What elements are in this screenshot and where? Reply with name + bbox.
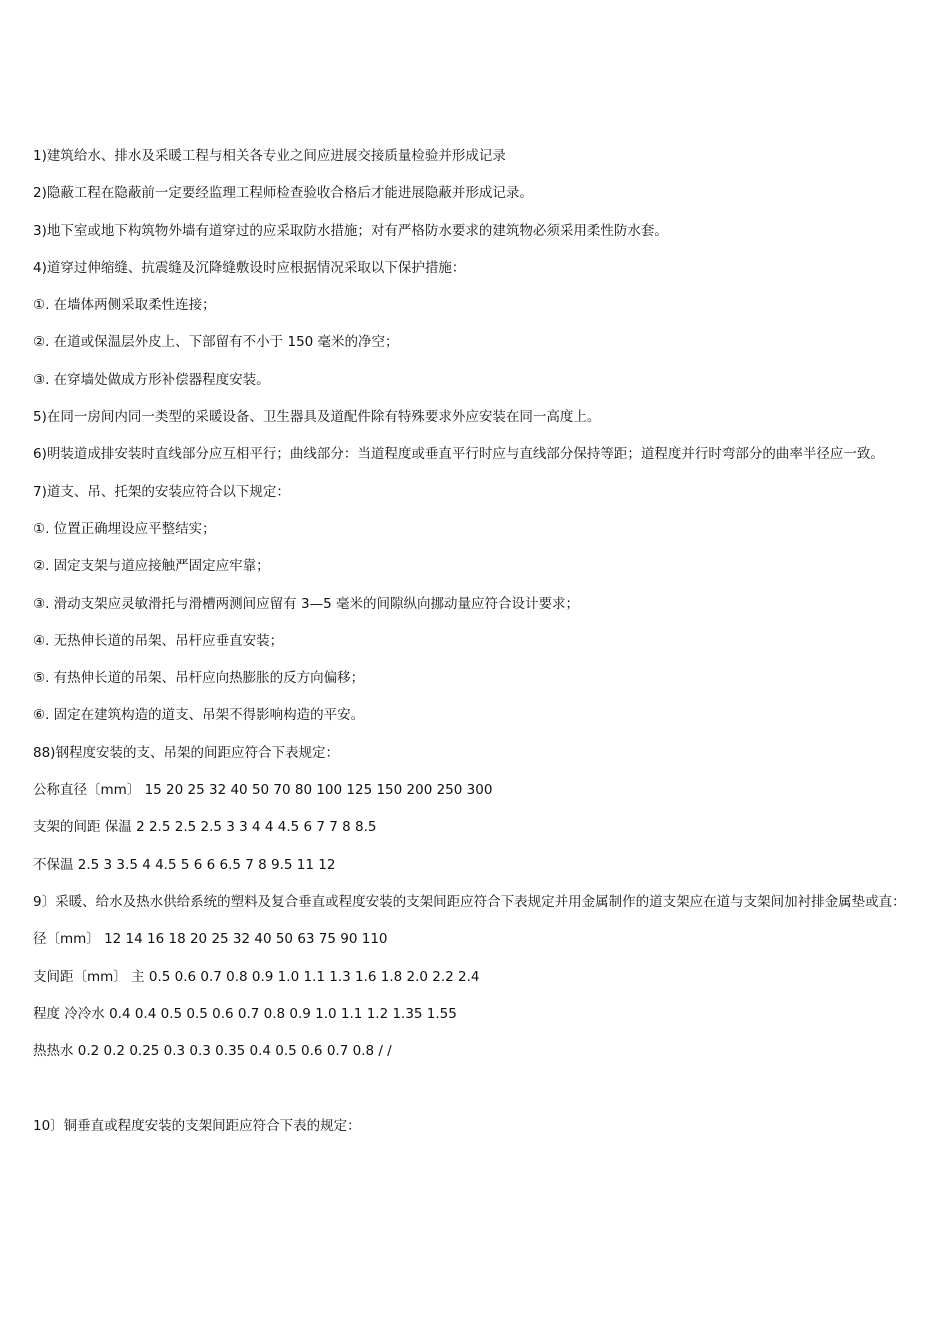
blank-line [33, 1070, 921, 1107]
list-item: ⑥. 固定在建筑构造的道支、吊架不得影响构造的平安。 [33, 707, 365, 724]
list-item: ①. 位置正确埋设应平整结实； [33, 520, 216, 537]
paragraph: 4)道穿过伸缩缝、抗震缝及沉降缝敷设时应根据情况采取以下保护措施： [33, 259, 466, 276]
table-row: 支间距〔mm〕 主 0.5 0.6 0.7 0.8 0.9 1.0 1.1 1.3 1.6 1.8 2.0 2.2 2.4 [33, 968, 480, 985]
table-row: 程度 冷冷水 0.4 0.4 0.5 0.5 0.6 0.7 0.8 0.9 1.0 1.1 1.2 1.35 1.55 [33, 1005, 457, 1022]
list-item: ③. 在穿墙处做成方形补偿器程度安装。 [33, 371, 270, 388]
list-item: ②. 固定支架与道应接触严固定应牢靠； [33, 558, 270, 575]
paragraph: 5)在同一房间内同一类型的采暖设备、卫生器具及道配件除有特殊要求外应安装在同一高度上。 [33, 409, 601, 426]
table-row: 径〔mm〕 12 14 16 18 20 25 32 40 50 63 75 90 110 [33, 931, 388, 948]
paragraph: 10〕铜垂直或程度安装的支架间距应符合下表的规定： [33, 1117, 361, 1134]
table-row: 支架的间距 保温 2 2.5 2.5 2.5 3 3 4 4 4.5 6 7 7 8 8.5 [33, 819, 377, 836]
list-item: ①. 在墙体两侧采取柔性连接； [33, 297, 216, 314]
list-item: ②. 在道或保温层外皮上、下部留有不小于 150 毫米的净空； [33, 334, 399, 351]
paragraph: 88)钢程度安装的支、吊架的间距应符合下表规定： [33, 744, 339, 761]
paragraph: 3)地下室或地下构筑物外墙有道穿过的应采取防水措施；对有严格防水要求的建筑物必须采用柔性防水套。 [33, 222, 668, 239]
paragraph: 2)隐蔽工程在隐蔽前一定要经监理工程师检查验收合格后才能进展隐蔽并形成记录。 [33, 185, 533, 202]
paragraph: 9〕采暖、给水及热水供给系统的塑料及复合垂直或程度安装的支架间距应符合下表规定并用金属制作的道支架应在道与支架间加衬排金属垫或直： [33, 893, 906, 910]
list-item: ⑤. 有热伸长道的吊架、吊杆应向热膨胀的反方向偏移； [33, 670, 365, 687]
table-row: 不保温 2.5 3 3.5 4 4.5 5 6 6 6.5 7 8 9.5 11 12 [33, 856, 336, 873]
paragraph: 1)建筑给水、排水及采暖工程与相关各专业之间应进展交接质量检验并形成记录 [33, 148, 506, 164]
list-item: ④. 无热伸长道的吊架、吊杆应垂直安装； [33, 632, 284, 649]
table-row: 公称直径〔mm〕 15 20 25 32 40 50 70 80 100 125 150 200 250 300 [33, 782, 493, 799]
paragraph: 7)道支、吊、托架的安装应符合以下规定： [33, 483, 290, 500]
document-body [33, 138, 921, 1145]
list-item: ③. 滑动支架应灵敏滑托与滑槽两测间应留有 3—5 毫米的间隙纵向挪动量应符合设计要求； [33, 595, 579, 612]
table-row: 热热水 0.2 0.2 0.25 0.3 0.3 0.35 0.4 0.5 0.6 0.7 0.8 / / [33, 1043, 392, 1060]
paragraph: 6)明装道成排安装时直线部分应互相平行；曲线部分：当道程度或垂直平行时应与直线部分保持等距；道程度并行时弯部分的曲率半径应一致。 [33, 446, 884, 463]
